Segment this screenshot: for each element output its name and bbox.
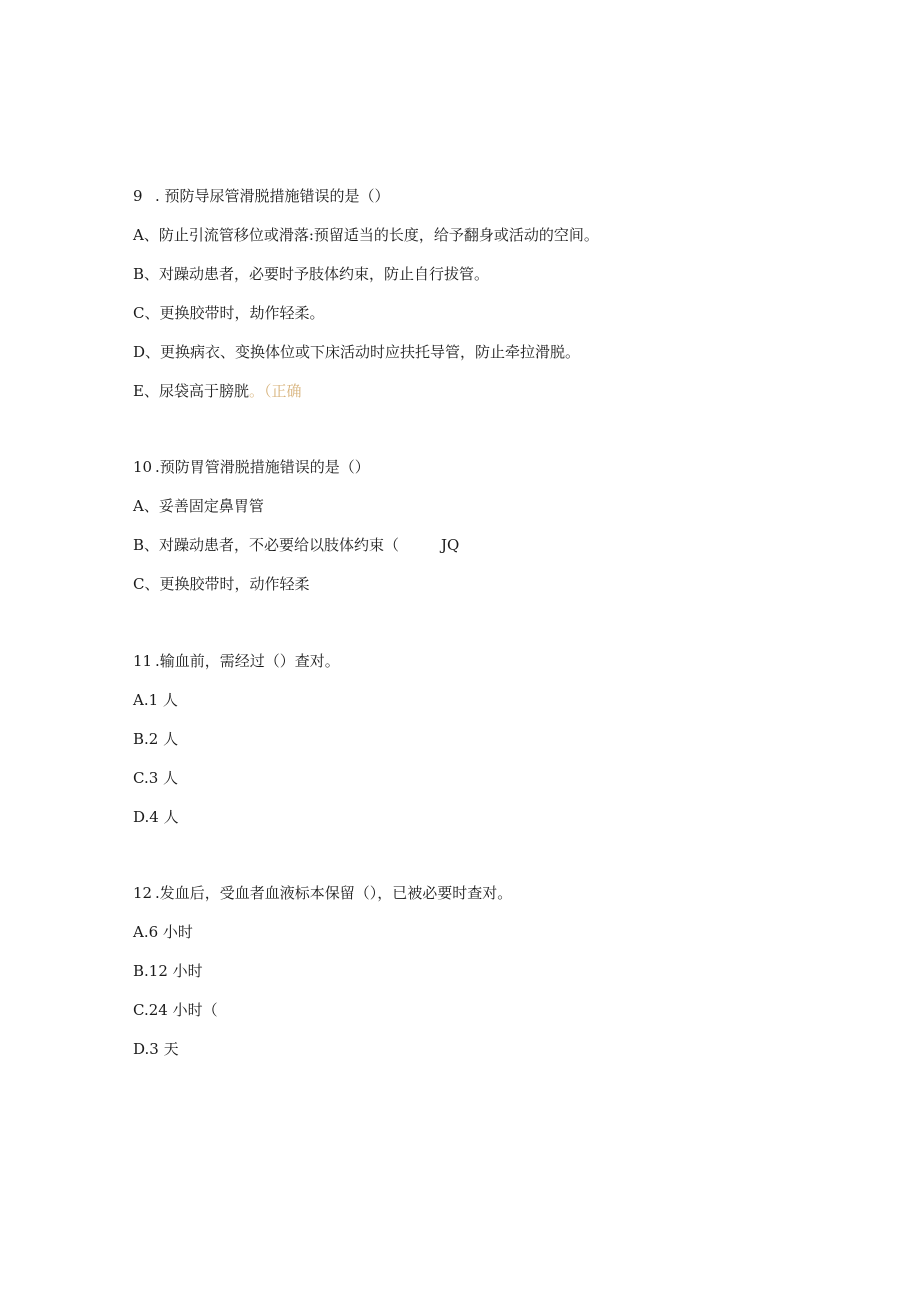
question-title [133,651,853,671]
option-c: C、更换胶带时，劫作轻柔。 [133,304,325,322]
question-12 [133,883,853,1078]
question-10 [133,457,853,613]
question-number: 12 [133,884,153,902]
option-b: B.12 小时 [133,962,203,980]
option-b-suffix: JQ [441,536,460,554]
option-c: C.3 人 [133,769,179,787]
option-a: A.1 人 [133,691,178,709]
question-number: 9 [133,187,143,205]
question-number: 10 [133,458,153,476]
question-title [133,883,853,903]
question-title [133,457,853,477]
option-b: B、对躁动患者，必要时予肢体约束，防止自行拔管。 [133,265,490,283]
option-c: C、更换胶带时，动作轻柔 [133,575,310,593]
option-b: B.2 人 [133,730,179,748]
option-c: C.24 小时（ [133,1001,218,1019]
question-text: . 预防导尿管滑脱措施错误的是（） [155,187,390,205]
question-text: .发血后，受血者血液标本保留（），已被必要时查对。 [155,884,513,902]
option-a: A、防止引流管移位或滑落:预留适当的长度，给予翻身或活动的空间。 [133,226,599,244]
option-a: A.6 小时 [133,923,193,941]
option-b-text: B、对躁动患者，不必要给以肢体约束（ [133,536,400,554]
question-9 [133,186,853,420]
question-11 [133,651,853,846]
option-d: D.4 人 [133,808,179,826]
option-b [133,535,853,555]
option-d: D、更换病衣、变换体位或下床活动时应扶托导管，防止牵拉滑脱。 [133,343,581,361]
question-number: 11 [133,652,153,670]
question-title [133,186,853,206]
answer-mark: 。（正确 [248,382,302,400]
option-e-text: E、尿袋高于膀胱 [133,382,249,400]
question-text: .输血前，需经过（）查对。 [155,652,340,670]
option-e [133,381,853,401]
option-a: A、妥善固定鼻胃管 [133,497,264,515]
option-d: D.3 天 [133,1040,179,1058]
question-text: .预防胃管滑脱措施错误的是（） [155,458,370,476]
